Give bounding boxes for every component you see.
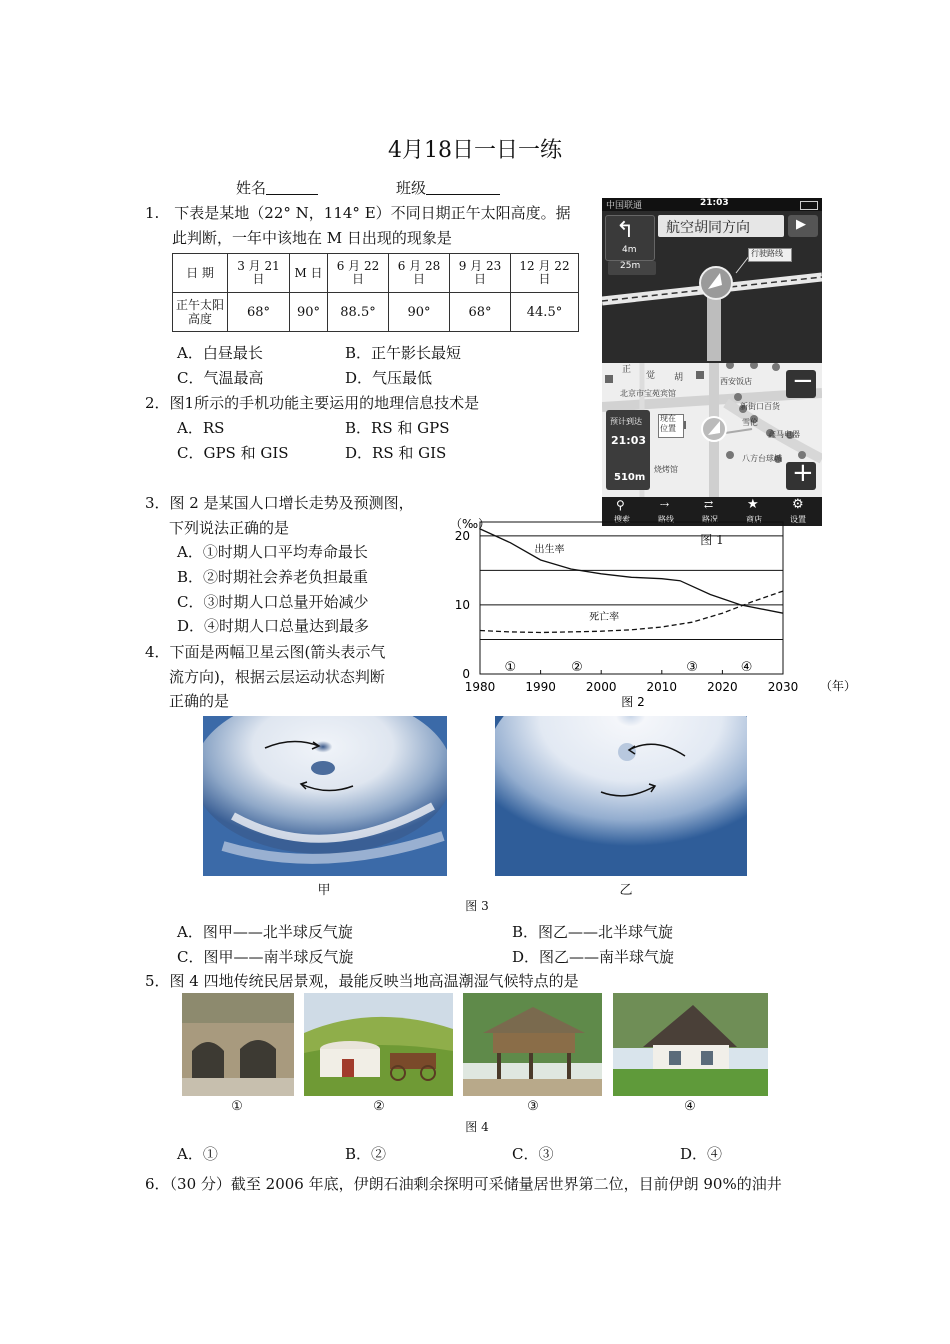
image-label-jia: 甲 bbox=[317, 883, 331, 898]
class-label: 班级 bbox=[396, 179, 427, 197]
name-label: 姓名 bbox=[236, 179, 267, 197]
table-cell: M 日 bbox=[290, 254, 328, 293]
q4-option-c[interactable]: C．图甲——南半球反气旋 bbox=[177, 948, 354, 966]
scale-label: 25m bbox=[620, 261, 641, 271]
figure3-caption: 图 3 bbox=[465, 899, 489, 913]
chart-ytick-label: 10 bbox=[454, 597, 470, 612]
poi-label: 烧烤馆 bbox=[654, 465, 678, 474]
chart-caption: 图 2 bbox=[621, 695, 645, 709]
table-cell: 44.5° bbox=[511, 293, 579, 332]
nav-road-name: 航空胡同方向 bbox=[666, 220, 750, 236]
table-row bbox=[173, 254, 579, 293]
eta-time: 21:03 bbox=[611, 434, 647, 447]
name-field[interactable] bbox=[236, 177, 318, 198]
chart-xtick-label: 2030 bbox=[767, 680, 799, 694]
route-tag-label: 行驶路线 bbox=[751, 249, 783, 258]
nav-distance: 4m bbox=[622, 245, 637, 255]
tab-store[interactable]: 商店 bbox=[746, 515, 762, 524]
chart-period-label: ③ bbox=[686, 660, 698, 675]
series-label-death-rate: 死亡率 bbox=[589, 612, 620, 624]
house-photo-2-yurt bbox=[304, 993, 453, 1096]
chart-period-label: ④ bbox=[740, 660, 753, 675]
birth-rate-line bbox=[480, 529, 783, 613]
poi-label: 雪伦 bbox=[742, 418, 758, 427]
q1-stem-line2: 此判断，一年中该地在 M 日出现的现象是 bbox=[172, 229, 452, 247]
poi-label: 正 bbox=[622, 365, 632, 375]
house-photo-3-stilt-house bbox=[463, 993, 602, 1096]
image-label-3: ③ bbox=[527, 1099, 539, 1114]
table-cell: 88.5° bbox=[328, 293, 389, 332]
q4-stem-line2: 流方向)，根据云层运动状态判断 bbox=[169, 668, 385, 686]
image-label-yi: 乙 bbox=[619, 883, 633, 898]
figure1-phone-screenshot bbox=[602, 198, 822, 526]
table-cell: 6 月 22 日 bbox=[328, 254, 389, 293]
chart-period-label: ① bbox=[504, 660, 517, 675]
q4-stem-line1: 4．下面是两幅卫星云图(箭头表示气 bbox=[145, 643, 386, 661]
status-carrier: 中国联通 bbox=[606, 201, 643, 211]
table-cell: 68° bbox=[450, 293, 511, 332]
tab-search[interactable]: 搜索 bbox=[614, 515, 630, 524]
q2-option-b[interactable]: B．RS 和 GPS bbox=[345, 419, 450, 437]
traffic-icon: ⇄ bbox=[704, 498, 714, 511]
eta-label: 预计到达 bbox=[610, 417, 642, 426]
table-cell: 6 月 28 日 bbox=[389, 254, 450, 293]
table-row bbox=[173, 293, 579, 332]
current-position-label: 现在位置 bbox=[660, 414, 676, 433]
table-cell: 90° bbox=[389, 293, 450, 332]
q5-option-b[interactable]: B．② bbox=[345, 1145, 387, 1163]
chart-ytick-label: 0 bbox=[462, 667, 470, 681]
plus-icon: + bbox=[792, 458, 814, 488]
q2-option-a[interactable]: A．RS bbox=[177, 419, 225, 437]
house-photo-4-european-house bbox=[613, 993, 768, 1096]
poi-label: 北京市宝苑宾馆 bbox=[620, 389, 676, 398]
chart-ylabel: （‰） bbox=[450, 517, 491, 531]
q2-stem: 2．图1所示的手机功能主要运用的地理信息技术是 bbox=[145, 394, 480, 412]
chart-period-label: ② bbox=[571, 660, 583, 675]
remaining-distance: 510m bbox=[614, 472, 646, 483]
poi-label: 鑫马电器 bbox=[768, 430, 800, 439]
tab-settings[interactable]: 设置 bbox=[790, 515, 806, 524]
image-label-4: ④ bbox=[684, 1099, 696, 1114]
q3-option-a[interactable]: A．①时期人口平均寿命最长 bbox=[177, 543, 368, 561]
battery-icon bbox=[800, 201, 818, 210]
figure2-population-chart bbox=[440, 514, 860, 714]
house-photo-1-cave-dwelling bbox=[182, 993, 294, 1096]
q5-option-c[interactable]: C．③ bbox=[512, 1145, 554, 1163]
death-rate-line bbox=[480, 591, 783, 632]
table-cell: 68° bbox=[228, 293, 290, 332]
q1-sun-altitude-table bbox=[172, 253, 579, 332]
chart-xtick-label: 2020 bbox=[707, 680, 738, 694]
chart-xtick-label: 1990 bbox=[525, 680, 556, 694]
q1-option-a[interactable]: A．白昼最长 bbox=[177, 344, 263, 362]
q3-option-b[interactable]: B．②时期社会养老负担最重 bbox=[177, 568, 369, 586]
poi-label: 胡 bbox=[674, 373, 684, 383]
page-title: 4月18日一日一练 bbox=[388, 138, 562, 163]
q4-stem-line3: 正确的是 bbox=[169, 692, 230, 710]
q1-option-d[interactable]: D．气压最低 bbox=[345, 369, 433, 387]
q3-option-d[interactable]: D．④时期人口总量达到最多 bbox=[177, 617, 370, 635]
q1-option-b[interactable]: B．正午影长最短 bbox=[345, 344, 462, 362]
q2-option-d[interactable]: D．RS 和 GIS bbox=[345, 444, 447, 462]
gear-icon: ⚙ bbox=[792, 497, 804, 512]
satellite-image-yi bbox=[495, 716, 747, 876]
image-label-2: ② bbox=[373, 1099, 385, 1114]
table-cell: 3 月 21 日 bbox=[228, 254, 290, 293]
chart-xtick-label: 2000 bbox=[585, 680, 617, 694]
series-label-birth-rate: 出生率 bbox=[534, 544, 565, 556]
status-time: 21:03 bbox=[700, 198, 729, 208]
chart-xlabel: （年） bbox=[820, 679, 857, 693]
figure4-caption: 图 4 bbox=[465, 1120, 489, 1134]
play-icon: ▶ bbox=[796, 217, 806, 232]
q3-stem-line2: 下列说法正确的是 bbox=[169, 519, 290, 537]
q4-option-a[interactable]: A．图甲——北半球反气旋 bbox=[177, 923, 353, 941]
class-field[interactable] bbox=[396, 177, 500, 198]
q3-stem-line1: 3．图 2 是某国人口增长走势及预测图， bbox=[145, 494, 414, 512]
q1-stem-line1: 1. 下表是某地（22° N，114° E）不同日期正午太阳高度。据 bbox=[145, 204, 571, 222]
table-cell: 正午太阳高度 bbox=[173, 293, 228, 332]
tab-route[interactable]: 路线 bbox=[658, 515, 674, 524]
q6-stem: 6．（30 分）截至 2006 年底，伊朗石油剩余探明可采储量居世界第二位，目前伊朗 90%的油井 bbox=[145, 1175, 782, 1193]
q2-option-c[interactable]: C．GPS 和 GIS bbox=[177, 444, 289, 462]
chart-xtick-label: 1980 bbox=[464, 680, 496, 694]
q4-option-d[interactable]: D．图乙——南半球气旋 bbox=[512, 948, 675, 966]
satellite-image-jia bbox=[203, 716, 447, 876]
q5-stem: 5．图 4 四地传统民居景观，最能反映当地高温潮湿气候特点的是 bbox=[145, 972, 579, 990]
q3-option-c[interactable]: C．③时期人口总量开始减少 bbox=[177, 593, 369, 611]
table-cell: 12 月 22 日 bbox=[511, 254, 579, 293]
q4-option-b[interactable]: B．图乙——北半球气旋 bbox=[512, 923, 674, 941]
q5-option-d[interactable]: D．④ bbox=[680, 1145, 723, 1163]
tab-traffic[interactable]: 路况 bbox=[702, 515, 718, 524]
poi-label: 八方台球城 bbox=[742, 454, 782, 463]
table-cell: 90° bbox=[290, 293, 328, 332]
chart-xtick-label: 2010 bbox=[646, 680, 678, 694]
poi-label: 新街口百货 bbox=[740, 402, 780, 411]
search-icon: ⚲ bbox=[616, 498, 625, 512]
figure1-caption: 图 1 bbox=[700, 533, 724, 547]
q5-option-a[interactable]: A．① bbox=[177, 1145, 218, 1163]
table-cell: 9 月 23 日 bbox=[450, 254, 511, 293]
image-label-1: ① bbox=[231, 1099, 243, 1114]
route-icon: ⇢ bbox=[660, 498, 670, 511]
chart-frame bbox=[480, 522, 783, 674]
poi-label: 觉 bbox=[646, 371, 656, 381]
poi-label: 西安饭店 bbox=[720, 377, 752, 386]
q1-option-c[interactable]: C．气温最高 bbox=[177, 369, 264, 387]
turn-left-icon: ↰ bbox=[616, 218, 635, 243]
chart-ytick-label: 20 bbox=[454, 528, 470, 543]
table-cell: 日 期 bbox=[173, 254, 228, 293]
minus-icon: − bbox=[792, 366, 814, 396]
star-icon: ★ bbox=[747, 497, 759, 512]
